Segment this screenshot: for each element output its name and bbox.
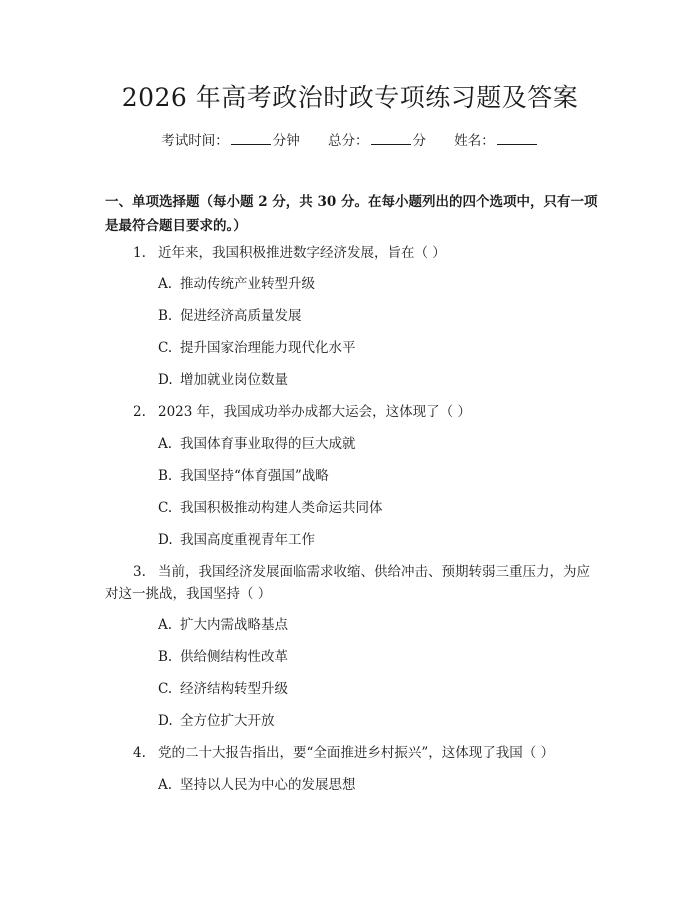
total-score-label: 总分：	[328, 133, 369, 149]
exam-time-label: 考试时间：	[161, 133, 229, 149]
option-text: 全方位扩大开放	[180, 713, 275, 729]
question-text: 近年来，我国积极推进数字经济发展，旨在（ ）	[158, 245, 446, 261]
option-item	[158, 272, 315, 296]
exam-time-unit: 分钟	[272, 133, 300, 149]
section-heading	[105, 190, 600, 238]
option-letter: A.	[158, 617, 173, 633]
exam-time-blank	[231, 132, 271, 145]
option-letter: C.	[158, 681, 173, 697]
option-item	[158, 677, 288, 701]
total-score-unit: 分	[412, 133, 426, 149]
option-item	[158, 496, 383, 520]
option-item	[158, 613, 288, 637]
option-text: 增加就业岗位数量	[180, 372, 288, 388]
section-heading-line-2: 是最符合题目要求的。）	[105, 218, 247, 234]
option-text: 经济结构转型升级	[180, 681, 288, 697]
total-score-field	[328, 130, 426, 152]
option-letter: C.	[158, 340, 173, 356]
section-heading-line-1: 一、单项选择题（每小题 2 分，共 30 分。在每小题列出的四个选项中，只有一项	[105, 194, 598, 210]
option-item	[158, 432, 356, 456]
exam-info-line	[0, 130, 700, 152]
option-letter: D.	[158, 532, 173, 548]
question-stem	[133, 400, 471, 424]
option-letter: C.	[158, 500, 173, 516]
option-letter: B.	[158, 649, 173, 665]
option-text: 供给侧结构性改革	[180, 649, 288, 665]
option-item	[158, 773, 356, 797]
option-letter: D.	[158, 372, 173, 388]
option-letter: D.	[158, 713, 173, 729]
question-number: 4.	[133, 745, 146, 761]
option-item	[158, 528, 315, 552]
option-text: 提升国家治理能力现代化水平	[180, 340, 356, 356]
option-text: 我国高度重视青年工作	[180, 532, 315, 548]
option-text: 扩大内需战略基点	[180, 617, 288, 633]
page-title: 2026 年高考政治时政专项练习题及答案	[121, 83, 579, 112]
question-text: 当前，我国经济发展面临需求收缩、供给冲击、预期转弱三重压力，为应	[158, 564, 590, 580]
option-item	[158, 336, 356, 360]
option-item	[158, 304, 302, 328]
option-text: 坚持以人民为中心的发展思想	[180, 777, 356, 793]
question-stem	[133, 560, 590, 584]
option-item	[158, 645, 288, 669]
option-letter: A.	[158, 777, 173, 793]
option-item	[158, 368, 288, 392]
question-number: 3.	[133, 564, 146, 580]
name-field	[454, 130, 539, 152]
question-text: 对这一挑战，我国坚持（ ）	[105, 586, 272, 602]
option-text: 促进经济高质量发展	[180, 308, 302, 324]
total-score-blank	[371, 132, 411, 145]
name-label: 姓名：	[454, 133, 495, 149]
option-text: 我国坚持“体育强国”战略	[180, 468, 329, 484]
question-number: 1.	[133, 245, 146, 261]
question-stem-continuation	[105, 582, 271, 606]
question-text: 党的二十大报告指出，要“全面推进乡村振兴”，这体现了我国（ ）	[158, 745, 555, 761]
question-number: 2.	[133, 404, 146, 420]
option-letter: B.	[158, 468, 173, 484]
exam-time-field	[161, 130, 300, 152]
name-blank	[497, 132, 537, 145]
question-stem	[133, 741, 554, 765]
option-text: 推动传统产业转型升级	[180, 276, 315, 292]
option-text: 我国体育事业取得的巨大成就	[180, 436, 356, 452]
option-letter: A.	[158, 276, 173, 292]
option-item	[158, 709, 275, 733]
question-text: 2023 年，我国成功举办成都大运会，这体现了（ ）	[158, 404, 471, 420]
option-letter: A.	[158, 436, 173, 452]
question-stem	[133, 241, 446, 265]
option-item	[158, 464, 329, 488]
option-letter: B.	[158, 308, 173, 324]
option-text: 我国积极推动构建人类命运共同体	[180, 500, 383, 516]
